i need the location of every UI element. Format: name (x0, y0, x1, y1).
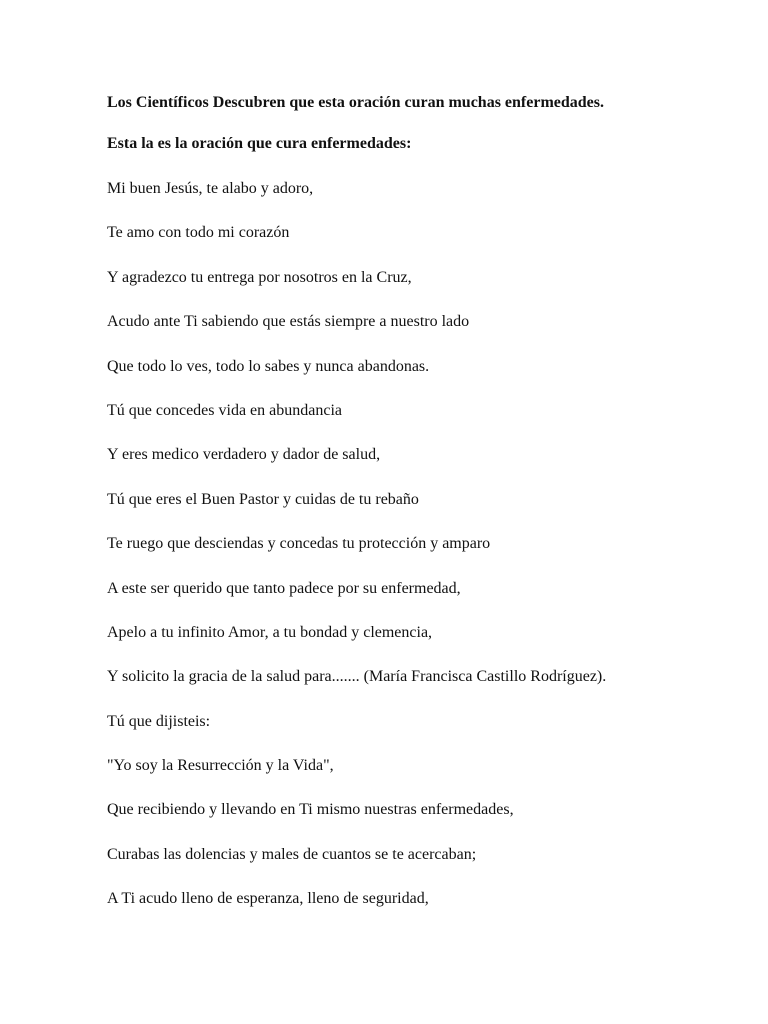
prayer-line: Te amo con todo mi corazón (107, 224, 290, 242)
prayer-line: Tú que concedes vida en abundancia (107, 401, 343, 419)
prayer-line: Acudo ante Ti sabiendo que estás siempre a nuestro lado (107, 313, 470, 331)
prayer-line: Tú que eres el Buen Pastor y cuidas de tu rebaño (107, 490, 419, 508)
prayer-line: A Ti acudo lleno de esperanza, lleno de seguridad, (107, 890, 429, 908)
prayer-line: Curabas las dolencias y males de cuantos se te acercaban; (107, 845, 477, 863)
document-subtitle: Esta la es la oración que cura enfermedades: (107, 135, 412, 152)
prayer-line: Y solicito la gracia de la salud para....... (María Francisca Castillo Rodríguez). (107, 668, 607, 686)
document-title: Los Científicos Descubren que esta oración curan muchas enfermedades. (107, 94, 605, 111)
document-body (107, 93, 747, 934)
prayer-line: Mi buen Jesús, te alabo y adoro, (107, 180, 314, 197)
prayer-line: Apelo a tu infinito Amor, a tu bondad y clemencia, (107, 623, 433, 641)
prayer-line: Que recibiendo y llevando en Ti mismo nuestras enfermedades, (107, 801, 514, 819)
prayer-line: Te ruego que desciendas y concedas tu protección y amparo (107, 535, 491, 553)
prayer-line: Tú que dijisteis: (107, 712, 211, 730)
prayer-line: Que todo lo ves, todo lo sabes y nunca abandonas. (107, 357, 430, 375)
prayer-line: "Yo soy la Resurrección y la Vida", (107, 757, 334, 775)
prayer-lines (107, 179, 747, 909)
prayer-line: Y agradezco tu entrega por nosotros en la Cruz, (107, 268, 412, 286)
prayer-line: Y eres medico verdadero y dador de salud, (107, 446, 381, 464)
prayer-line: A este ser querido que tanto padece por su enfermedad, (107, 579, 461, 597)
